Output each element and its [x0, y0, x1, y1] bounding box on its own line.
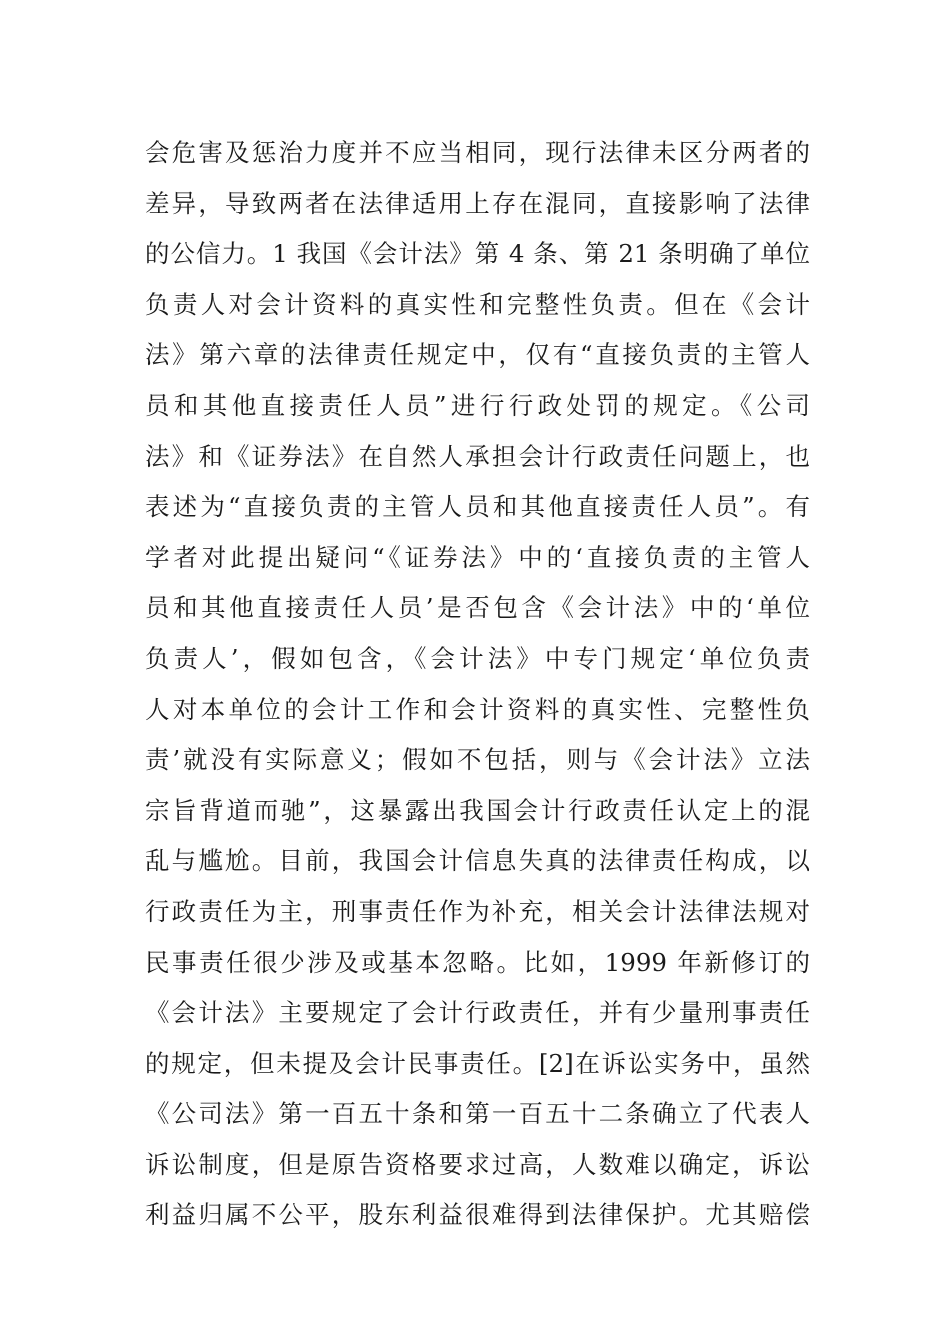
text-line-7: 法》和《证券法》在自然人承担会计行政责任问题上，也 — [145, 441, 810, 471]
text-line-16: 行政责任为主，刑事责任作为补充，相关会计法律法规对 — [145, 896, 810, 926]
text-line-15: 乱与尴尬。目前，我国会计信息失真的法律责任构成，以 — [145, 846, 810, 876]
text-line-14: 宗旨背道而驰”，这暴露出我国会计行政责任认定上的混 — [145, 795, 810, 825]
body-text — [145, 128, 810, 1241]
text-line-13: 责’就没有实际意义；假如不包括，则与《会计法》立法 — [145, 745, 810, 775]
text-line-12: 人对本单位的会计工作和会计资料的真实性、完整性负 — [145, 694, 810, 724]
text-line-17: 民事责任很少涉及或基本忽略。比如，1999 年新修订的 — [145, 947, 810, 977]
text-line-1: 会危害及惩治力度并不应当相同，现行法律未区分两者的 — [145, 138, 810, 167]
text-line-19: 的规定，但未提及会计民事责任。[2]在诉讼实务中，虽然 — [145, 1048, 810, 1078]
text-line-20: 《公司法》第一百五十条和第一百五十二条确立了代表人 — [145, 1099, 810, 1129]
text-line-2: 差异，导致两者在法律适用上存在混同，直接影响了法律 — [145, 188, 810, 218]
text-line-18: 《会计法》主要规定了会计行政责任，并有少量刑事责任 — [145, 998, 810, 1028]
text-line-9: 学者对此提出疑问“《证券法》中的‘直接负责的主管人 — [145, 542, 810, 572]
text-line-5: 法》第六章的法律责任规定中，仅有“直接负责的主管人 — [145, 340, 810, 370]
text-line-10: 员和其他直接责任人员’是否包含《会计法》中的‘单位 — [145, 593, 810, 623]
text-line-21: 诉讼制度，但是原告资格要求过高，人数难以确定，诉讼 — [145, 1149, 810, 1179]
text-line-22: 利益归属不公平，股东利益很难得到法律保护。尤其赔偿 — [145, 1200, 810, 1230]
text-line-4: 负责人对会计资料的真实性和完整性负责。但在《会计 — [145, 289, 810, 319]
text-line-8: 表述为“直接负责的主管人员和其他直接责任人员”。有 — [145, 492, 810, 522]
text-line-11: 负责人’，假如包含，《会计法》中专门规定‘单位负责 — [145, 643, 810, 673]
text-line-3: 的公信力。1 我国《会计法》第 4 条、第 21 条明确了单位 — [145, 239, 810, 269]
text-line-6: 员和其他直接责任人员”进行行政处罚的规定。《公司 — [145, 390, 810, 420]
